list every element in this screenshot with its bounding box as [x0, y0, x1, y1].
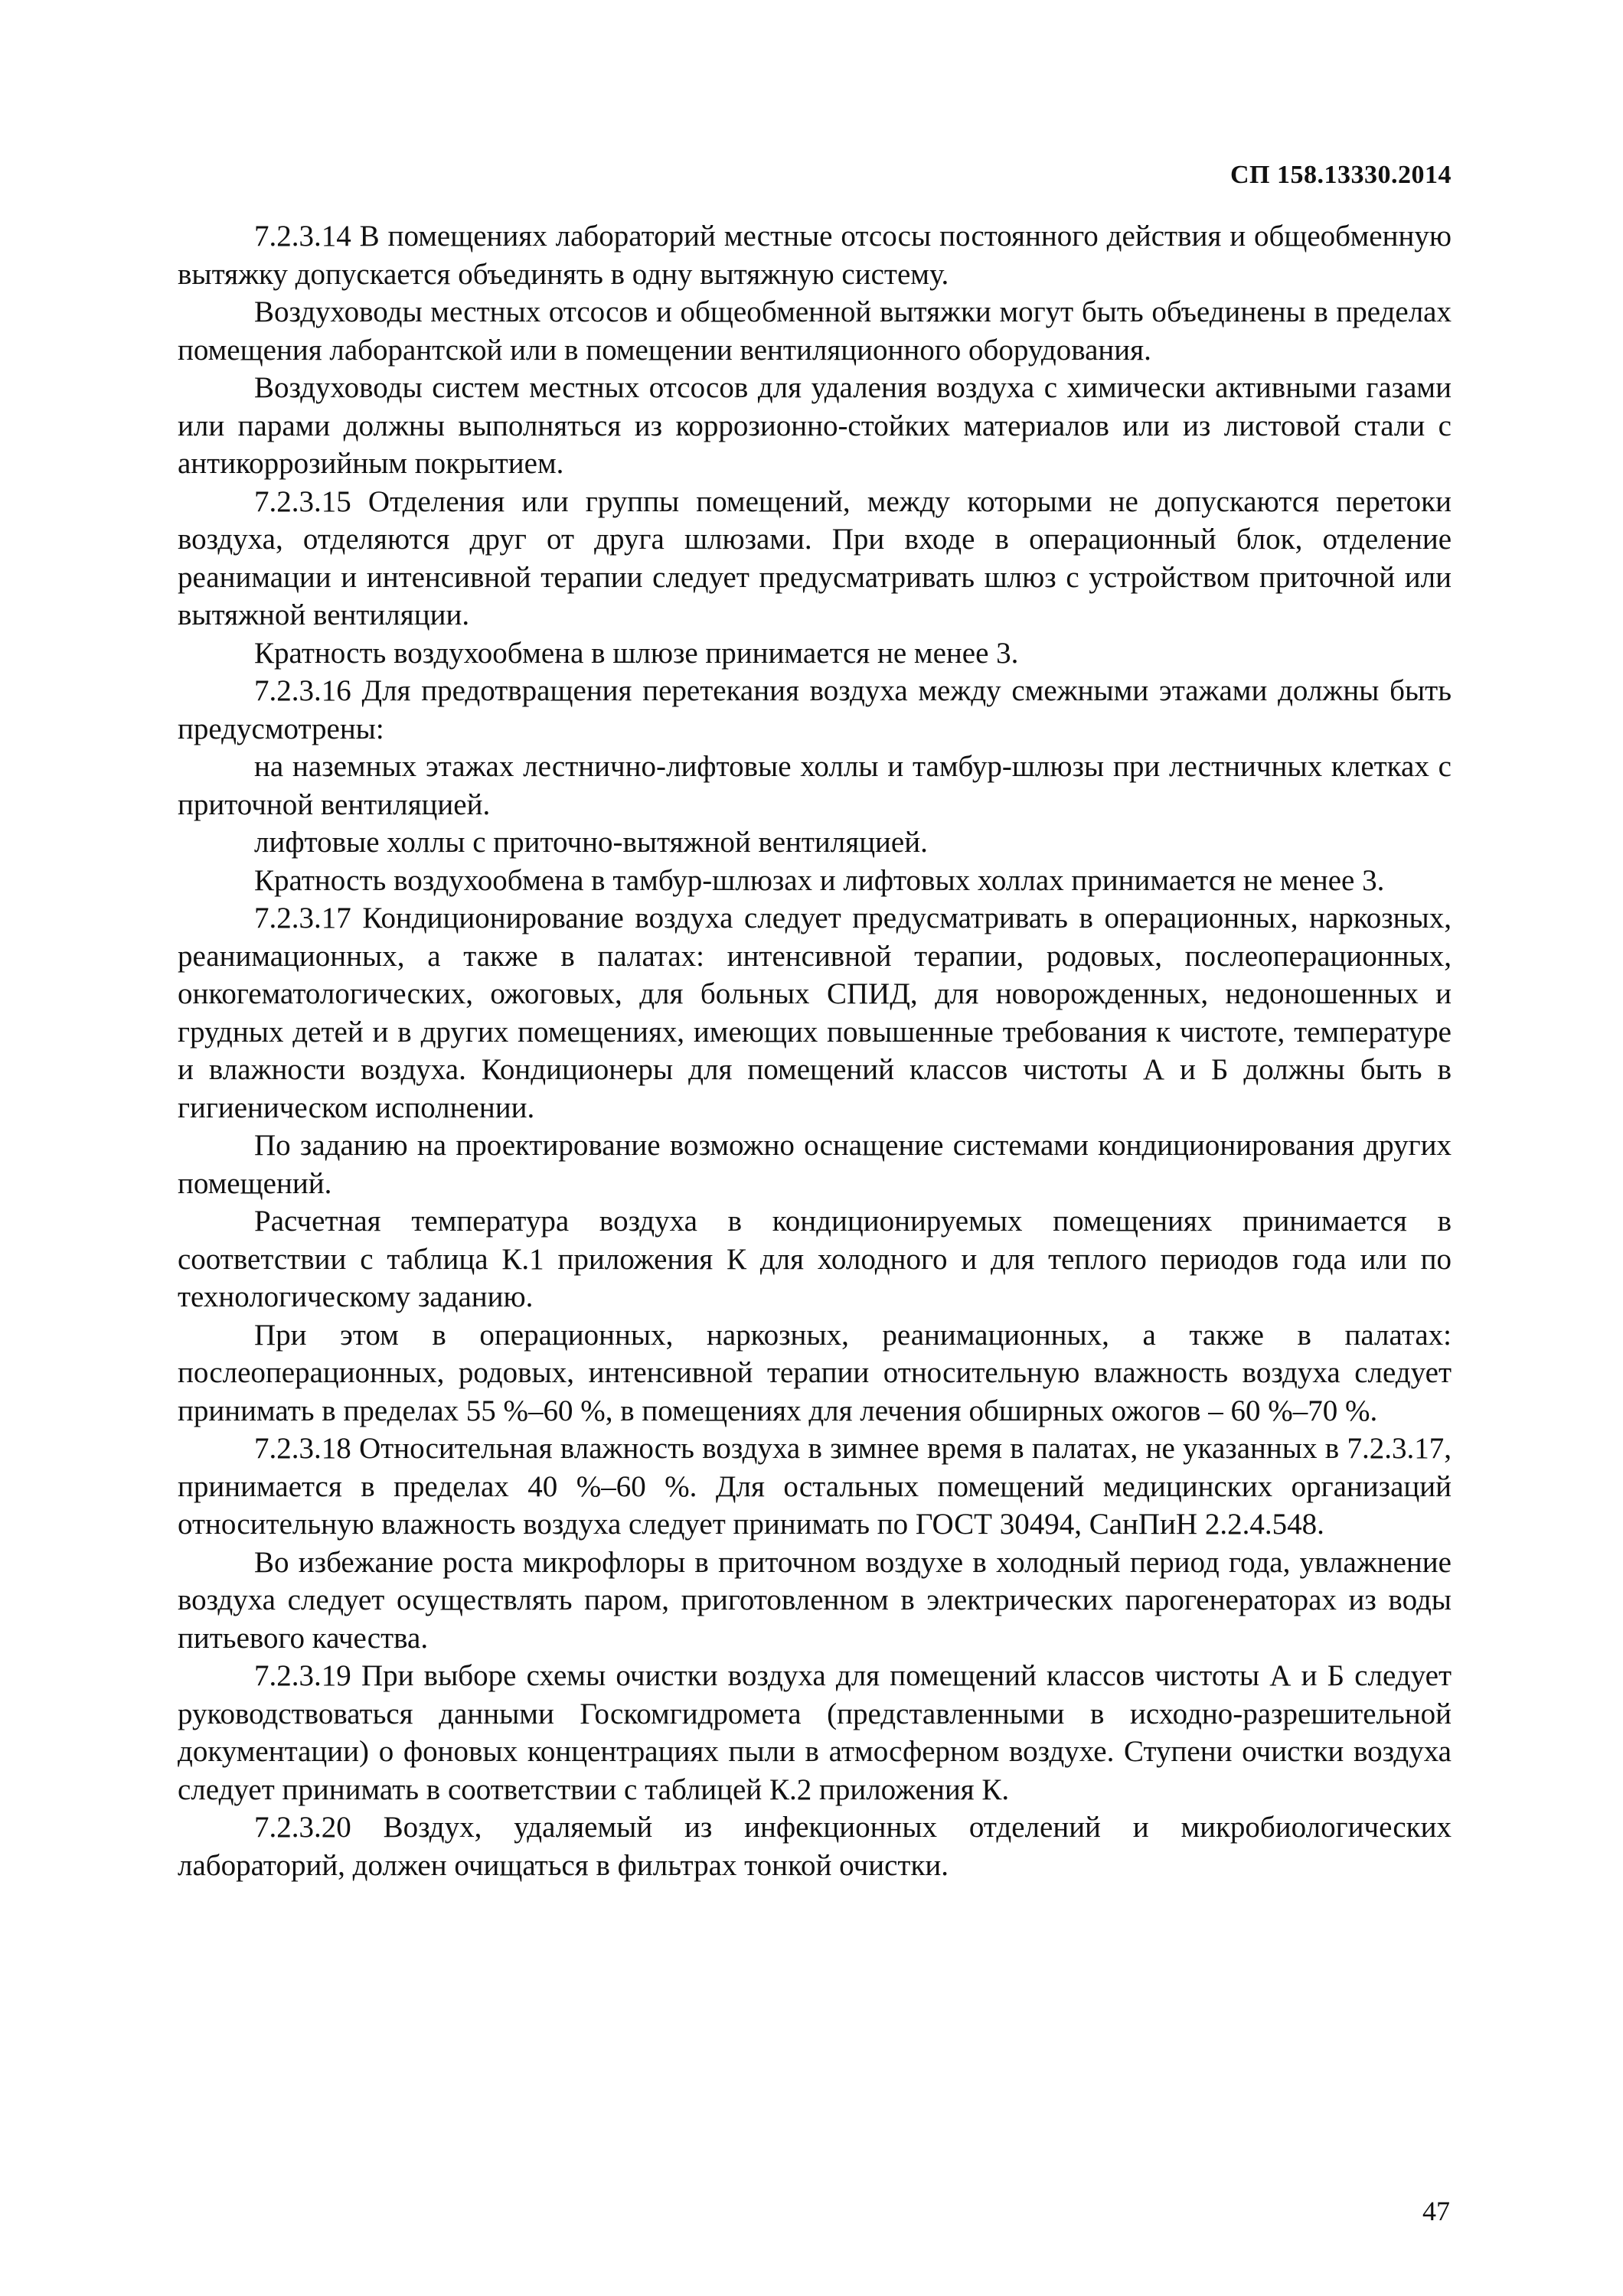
- document-code: СП 158.13330.2014: [1230, 161, 1452, 189]
- paragraph: При этом в операционных, наркозных, реанимационных, а также в палатах: послеоперационных, родовых, интенсивной терапии относительную влажность воздуха следует принимать в пределах 55 %–60 %, в помещениях для лечения обширных ожогов – 60 %–70 %.: [178, 1318, 1452, 1427]
- paragraph: 7.2.3.18 Относительная влажность воздуха в зимнее время в палатах, не указанных в 7.2.3.17, принимается в пределах 40 %–60 %. Для остальных помещений медицинских организаций относительную влажность воздуха следует принимать по ГОСТ 30494, СанПиН 2.2.4.548.: [178, 1432, 1452, 1541]
- paragraph: 7.2.3.15 Отделения или группы помещений, между которыми не допускаются перетоки воздуха, отделяются друг от друга шлюзами. При входе в операционный блок, отделение реанимации и интенсивной терапии следует предусматривать шлюз с устройством приточной или вытяжной вентиляции.: [178, 484, 1452, 631]
- paragraph: 7.2.3.14 В помещениях лабораторий местные отсосы постоянного действия и общеобменную вытяжку допускается объединять в одну вытяжную систему.: [178, 220, 1452, 291]
- paragraph: 7.2.3.20 Воздух, удаляемый из инфекционных отделений и микробиологических лабораторий, должен очищаться в фильтрах тонкой очистки.: [178, 1811, 1452, 1882]
- paragraph: По заданию на проектирование возможно оснащение системами кондиционирования других помещений.: [178, 1129, 1452, 1200]
- paragraph: Во избежание роста микрофлоры в приточном воздухе в холодный период года, увлажнение воздуха следует осуществлять паром, приготовленном в электрических парогенераторах из воды питьевого качества.: [178, 1545, 1452, 1655]
- paragraph: 7.2.3.19 При выборе схемы очистки воздуха для помещений классов чистоты А и Б следует руководствоваться данными Госкомгидромета (представленными в исходно-разрешительной документации) о фоновых концентрациях пыли в атмосферном воздухе. Ступени очистки воздуха следует принимать в соответствии с таблицей К.2 приложения К.: [178, 1659, 1452, 1806]
- paragraph: 7.2.3.16 Для предотвращения перетекания воздуха между смежными этажами должны быть предусмотрены:: [178, 674, 1452, 745]
- paragraph: Кратность воздухообмена в шлюзе принимается не менее 3.: [254, 636, 1019, 670]
- page-number: 47: [1422, 2196, 1450, 2226]
- paragraph: 7.2.3.17 Кондиционирование воздуха следует предусматривать в операционных, наркозных, реанимационных, а также в палатах: интенсивной терапии, родовых, послеоперационных, онкогематологических, ожоговых, для больных СПИД, для новорожденных, недоношенных и грудных детей и в других помещениях, имеющих повышенные требования к чистоте, температуре и влажности воздуха. Кондиционеры для помещений классов чистоты А и Б должны быть в гигиеническом исполнении.: [178, 902, 1452, 1124]
- paragraph: Кратность воздухообмена в тамбур-шлюзах и лифтовых холлах принимается не менее 3.: [254, 863, 1385, 897]
- paragraph: Расчетная температура воздуха в кондиционируемых помещениях принимается в соответствии с таблица К.1 приложения К для холодного и для теплого периодов года или по технологическому заданию.: [178, 1205, 1452, 1313]
- paragraph: лифтовые холлы с приточно-вытяжной вентиляцией.: [254, 826, 928, 859]
- paragraph: Воздуховоды систем местных отсосов для удаления воздуха с химически активными газами или парами должны выполняться из коррозионно-стойких материалов или из листовой стали с антикоррозийным покрытием.: [178, 371, 1452, 480]
- body-text: [178, 217, 1452, 1884]
- paragraph: Воздуховоды местных отсосов и общеобменной вытяжки могут быть объединены в пределах помещения лаборантской или в помещении вентиляционного оборудования.: [178, 295, 1452, 367]
- paragraph: на наземных этажах лестнично-лифтовые холлы и тамбур-шлюзы при лестничных клетках с приточной вентиляцией.: [178, 750, 1452, 821]
